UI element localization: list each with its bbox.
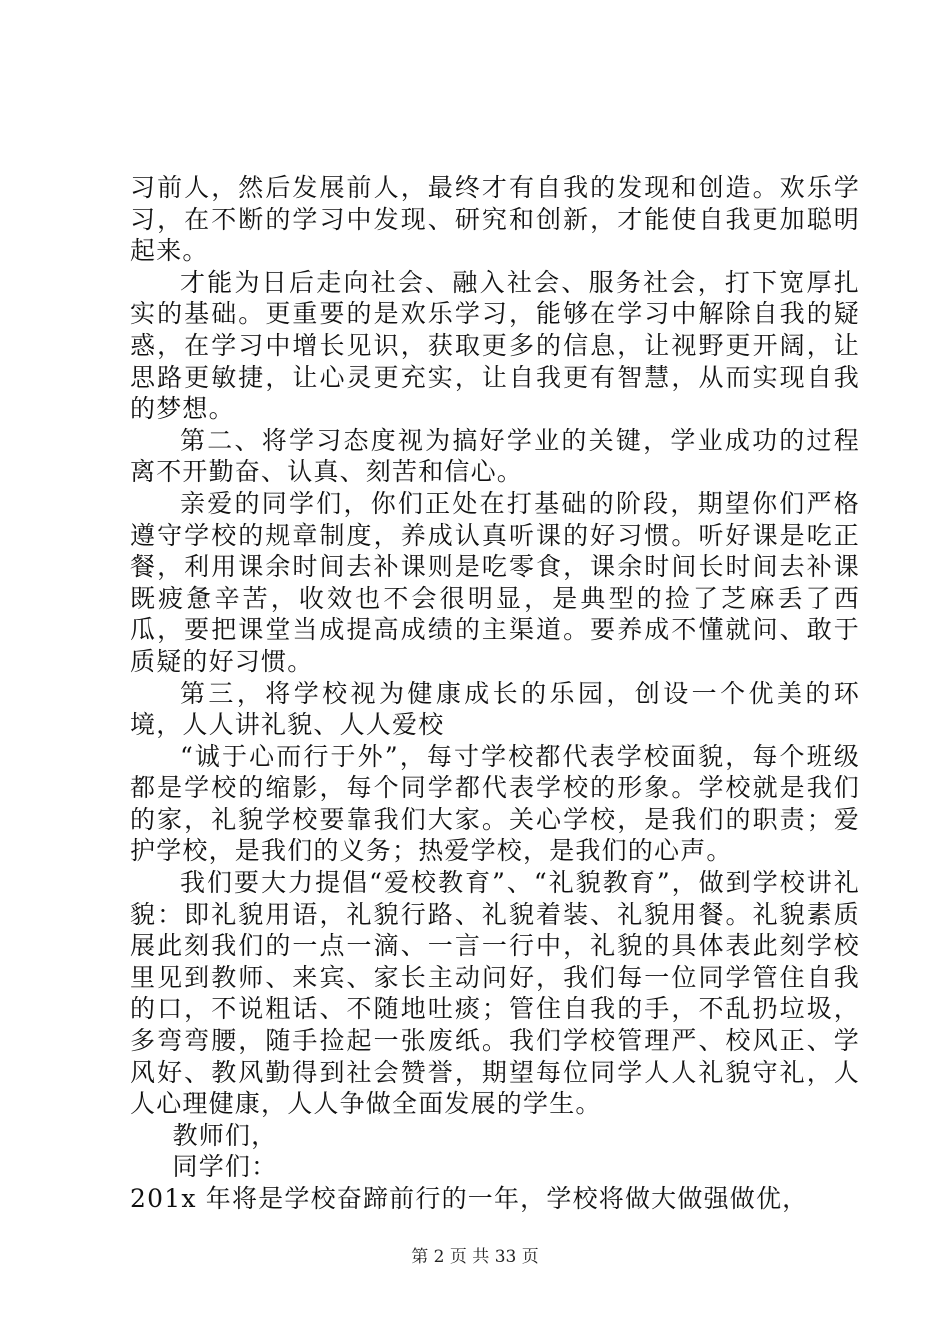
paragraph-6: “诚于心而行于外”，每寸学校都代表学校面貌，每个班级都是学校的缩影，每个同学都代表学校的形象。学校就是我们的家，礼貌学校要靠我们大家。关心学校，是我们的职责；爱护学校，是我们的义务；热爱学校，是我们的心声。 [130, 741, 860, 866]
paragraph-3: 第二、将学习态度视为搞好学业的关键，学业成功的过程离不开勤奋、认真、刻苦和信心。 [130, 425, 860, 487]
paragraph-1: 习前人，然后发展前人，最终才有自我的发现和创造。欢乐学习，在不断的学习中发现、研究和创新，才能使自我更加聪明起来。 [130, 173, 860, 266]
salutation-teachers: 教师们， [172, 1120, 278, 1150]
salutation-students: 同学们： [172, 1152, 278, 1182]
paragraph-final: 201x 年将是学校奋蹄前行的一年，学校将做大做强做优， [130, 1184, 809, 1213]
document-body [130, 172, 860, 1215]
paragraph-5: 第三，将学校视为健康成长的乐园，创设一个优美的环境，人人讲礼貌、人人爱校 [130, 678, 860, 740]
page-number-footer: 第 2 页 共 33 页 [411, 1247, 539, 1267]
paragraph-2: 才能为日后走向社会、融入社会、服务社会，打下宽厚扎实的基础。更重要的是欢乐学习，能够在学习中解除自我的疑惑，在学习中增长见识，获取更多的信息，让视野更开阔，让思路更敏捷，让心灵更充实，让自我更有智慧，从而实现自我的梦想。 [130, 267, 860, 424]
paragraph-7: 我们要大力提倡“爱校教育”、“礼貌教育”，做到学校讲礼貌：即礼貌用语，礼貌行路、礼貌着装、礼貌用餐。礼貌素质展此刻我们的一点一滴、一言一行中，礼貌的具体表此刻学校里见到教师、来宾、家长主动问好，我们每一位同学管住自我的口，不说粗话、不随地吐痰；管住自我的手，不乱扔垃圾，多弯弯腰，随手捡起一张废纸。我们学校管理严、校风正、学风好、教风勤得到社会赞誉，期望每位同学人人礼貌守礼，人人心理健康，人人争做全面发展的学生。 [130, 868, 860, 1119]
paragraph-4: 亲爱的同学们，你们正处在打基础的阶段，期望你们严格遵守学校的规章制度，养成认真听课的好习惯。听好课是吃正餐，利用课余时间去补课则是吃零食，课余时间长时间去补课既疲惫辛苦，收效也不会很明显，是典型的捡了芝麻丢了西瓜，要把课堂当成提高成绩的主渠道。要养成不懂就问、敢于质疑的好习惯。 [130, 488, 860, 676]
